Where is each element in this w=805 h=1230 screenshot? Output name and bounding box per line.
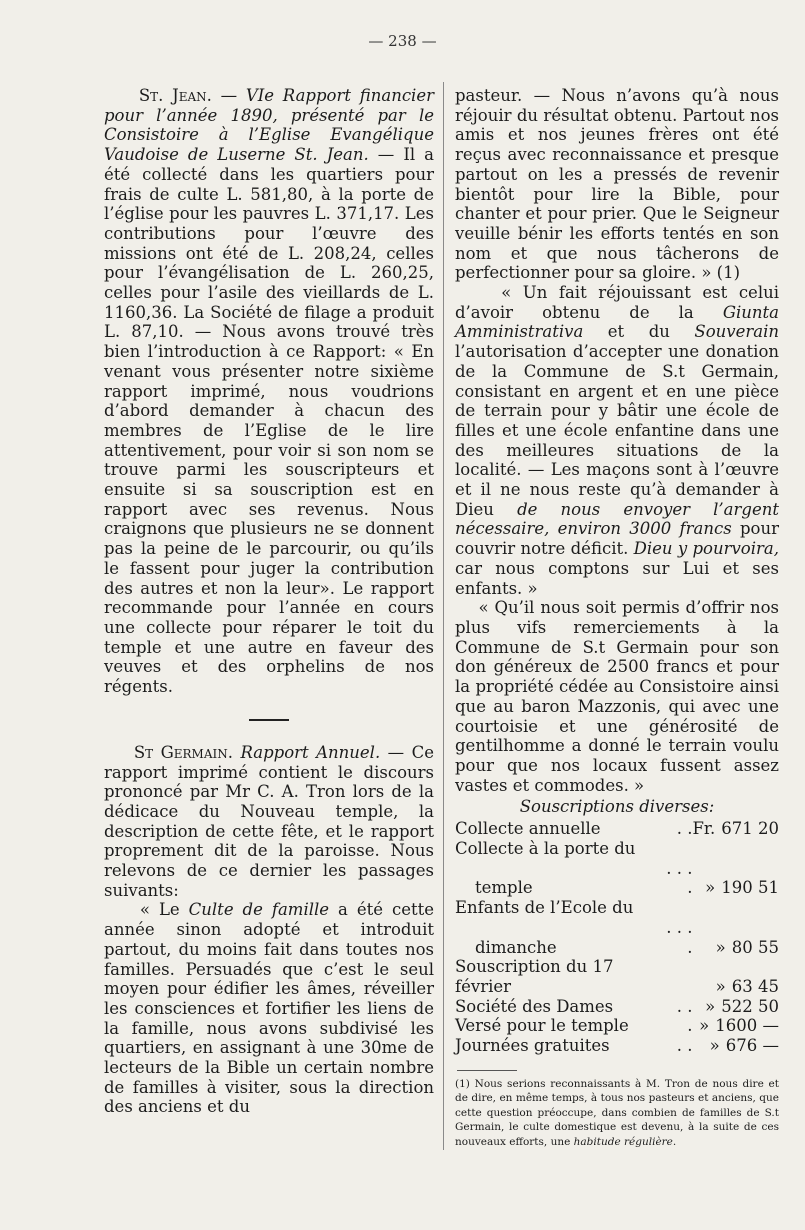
subscription-leader xyxy=(660,898,693,918)
subscription-row xyxy=(455,918,779,957)
subscription-label: Journées gratuites xyxy=(455,1036,610,1056)
report-title: — VIe Rapport financier pour l’année 1890, présenté par le Consistoire à l’Eglise Evangélique Vaudoise de Luserne St. Jean. xyxy=(104,86,434,165)
text-run: car nous comptons sur Lui et ses enfants. » xyxy=(455,558,779,598)
subscription-amount: 671 20 xyxy=(721,819,779,839)
subscription-amount-cell xyxy=(692,957,779,996)
quote-emphasis: Culte de famille xyxy=(188,900,330,920)
footnote-separator xyxy=(457,1070,517,1071)
text-emphasis: Dieu y pourvoira, xyxy=(633,539,779,559)
subscriptions-title: Souscriptions diverses: xyxy=(519,797,715,817)
subscription-currency: » xyxy=(709,1036,720,1056)
subscriptions-table xyxy=(455,819,779,1055)
page-number: — 238 — xyxy=(368,32,437,50)
subscription-leader xyxy=(660,839,693,859)
text-emphasis: de nous envoyer l’argent nécessaire, environ 3000 francs xyxy=(455,499,779,539)
subscription-leader: . . . . xyxy=(666,917,693,957)
quote-paragraph xyxy=(104,900,434,1117)
article-st-germain xyxy=(104,743,434,901)
subscription-label: temple xyxy=(475,878,533,898)
text-run: « Un fait réjouissant est celui d’avoir obtenu de la xyxy=(455,283,780,322)
subscription-amount: 1600 — xyxy=(715,1016,779,1036)
footnote-text: . xyxy=(672,1135,677,1148)
quote-body: a été cette année sinon adopté et introduit partout, du moins fait dans toutes nos familles. Persuadés que c’est le seul moyen pour édifier les âmes, réveiller les consciences et fortifier les liens de la famille, nous avons subdivisé les quartiers, en assignant à une 30me de lecteurs de la Bible un certain nombre de familles à visiter, sous la direction des anciens et du xyxy=(104,900,434,1117)
subscription-amount-cell xyxy=(692,859,779,898)
report-title: Rapport Annuel. xyxy=(233,742,381,762)
article-st-jean xyxy=(104,86,434,697)
text-run: et du xyxy=(583,322,695,342)
subscription-label: Enfants de l’Ecole du xyxy=(455,898,634,918)
article-heading: St Germain. xyxy=(133,742,233,762)
subscription-currency: » xyxy=(715,976,726,996)
text-run: « Qu’il nous soit permis d’offrir nos plus vifs remerciements à la Commune de S.t Germain pour son don généreux de 2500 francs et pour la propriété cédée au Consistoire ainsi que au baron Mazzonis, qui avec une courtoisie et une générosité de gentilhomme a donné le terrain voulu pour que nos locaux fussent assez vastes et commodes. » xyxy=(455,598,779,795)
subscription-currency: » xyxy=(705,996,716,1016)
subscription-label: Société des Dames xyxy=(455,996,614,1016)
article-body: — Ce rapport imprimé contient le discours prononcé par Mr C. A. Tron lors de la dédicace du Nouveau temple, la description de cette fête, et le rapport proprement dit de la paroisse. Nous relevons de ce dernier les passages suivants: xyxy=(104,742,434,900)
footnote xyxy=(455,1077,779,1150)
subscription-currency: » xyxy=(705,878,716,898)
subscription-leader xyxy=(660,957,693,996)
subscription-label: dimanche xyxy=(475,937,557,957)
text-emphasis: Giunta Amministrativa xyxy=(455,302,779,342)
subscription-currency: Fr. xyxy=(692,819,716,839)
subscription-currency: » xyxy=(699,1016,710,1036)
subscription-amount-cell xyxy=(692,997,779,1017)
subscription-label: Collecte annuelle xyxy=(455,819,601,839)
left-column xyxy=(104,86,434,1117)
subscription-amount: 522 50 xyxy=(721,996,779,1016)
text-run: pour couvrir notre déficit. xyxy=(455,519,779,559)
subscription-row xyxy=(455,839,779,859)
subscription-amount-cell xyxy=(692,839,779,859)
subscription-row xyxy=(455,898,779,918)
subscription-amount-cell xyxy=(692,898,779,918)
continued-paragraph: pasteur. — Nous n’avons qu’à nous réjouir du résultat obtenu. Partout nos amis et nos jeunes frères ont été reçus avec reconnaissance et presque partout on les a pressés de revenir bientôt pour lire la Bible, pour chanter et pour prier. Que le Seigneur veuille bénir les efforts tentés en son nom et que nous tâcherons de perfectionner pour sa gloire. » (1) xyxy=(455,86,779,283)
subscription-amount-cell xyxy=(692,1016,779,1036)
thanks-paragraph xyxy=(455,598,779,795)
subscription-leader: . . xyxy=(676,996,693,1016)
subscription-amount-cell xyxy=(692,1036,779,1056)
subscription-leader: . . xyxy=(676,1036,693,1056)
subscription-amount-cell xyxy=(692,918,779,957)
column-divider xyxy=(443,82,444,1150)
subscription-amount: 676 — xyxy=(725,1036,779,1056)
subscription-amount: 190 51 xyxy=(721,878,779,898)
text-run: l’autorisation d’accepter une donation de la Commune de S.t Germain, consistant en argent et en une pièce de terrain pour y bâtir une école de filles et une école enfantine dans une des meilleures situations de la localité. — Les maçons sont à l’œuvre et il ne nous reste qu’à demander à Dieu xyxy=(455,342,779,519)
text-emphasis: Souverain xyxy=(694,322,779,342)
article-body: — Il a été collecté dans les quartiers pour frais de culte L. 581,80, à la porte de l’église pour les pauvres L. 371,17. Les contributions pour l’œuvre des missions ont été de L. 208,24, celles pour l’évangélisation de L. 260,25, celles pour l’asile des vieillards de L. 1160,36. La Société de filage a produit L. 87,10. — Nous avons trouvé très bien l’introduction à ce Rapport: « En venant vous présenter notre sixième rapport imprimé, nous voudrions d’abord demander à chacun des membres de l’Eglise de le lire attentivement, pour voir si son nom se trouve parmi les souscripteurs et ensuite si sa souscription est en rapport avec ses revenus. Nous craignons que plusieurs ne se donnent pas la peine de le parcourir, ou qu’ils le fassent pour juger la contribution des autres et non la leur». Le rapport recommande pour l’année en cours une collecte pour réparer le toit du temple et une autre en faveur des veuves et des orphelins de nos régents. xyxy=(104,145,434,697)
subscription-amount: 80 55 xyxy=(731,937,779,957)
subscription-leader: . . xyxy=(676,819,693,839)
subscription-row xyxy=(455,1036,779,1056)
subscription-row xyxy=(455,957,779,996)
subscription-row xyxy=(455,859,779,898)
subscription-label: Souscription du 17 février xyxy=(455,957,614,996)
subscription-amount-cell xyxy=(692,819,779,839)
section-separator xyxy=(249,719,289,721)
right-column xyxy=(455,86,779,1149)
subscription-amount: 63 45 xyxy=(731,976,779,996)
subscription-label: Versé pour le temple xyxy=(455,1016,629,1036)
subscription-row xyxy=(455,819,779,839)
donation-paragraph xyxy=(455,283,779,598)
article-heading: St. Jean. xyxy=(138,86,212,105)
subscription-currency: » xyxy=(715,937,726,957)
quote-lead: « Le xyxy=(139,900,189,920)
footnote-text: (1) Nous serions reconnaissants à M. Tron de nous dire et de dire, en même temps, à tous nos pasteurs et anciens, que cette question préoccupe, dans combien de familles de S.t Germain, le culte domestique est devenu, à la suite de ces nouveaux efforts, une xyxy=(455,1077,779,1148)
subscription-leader: . . . . xyxy=(666,858,693,898)
subscription-leader: . xyxy=(687,1016,693,1036)
footnote-emphasis: habitude régulière xyxy=(573,1135,673,1148)
subscription-row xyxy=(455,1016,779,1036)
subscription-label: Collecte à la porte du xyxy=(455,839,636,859)
subscription-row xyxy=(455,997,779,1017)
